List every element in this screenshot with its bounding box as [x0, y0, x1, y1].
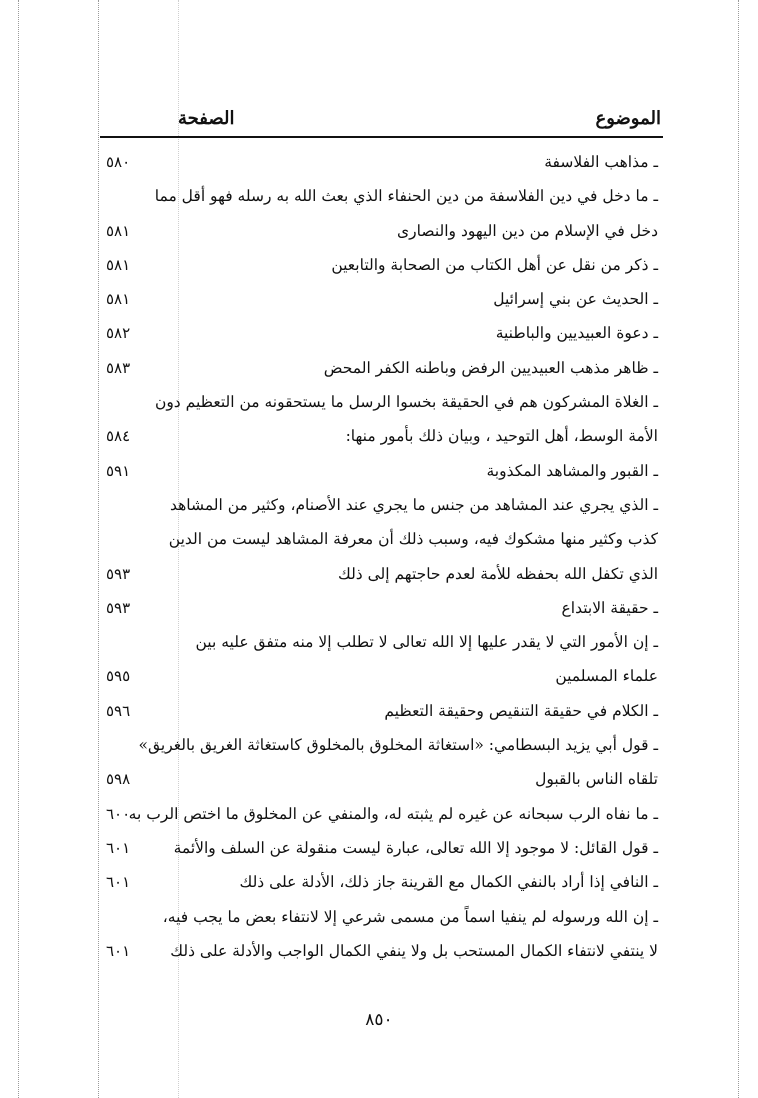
page-number-footer: ٨٥٠	[365, 1010, 393, 1030]
toc-entry	[100, 214, 660, 248]
entry-page-number: ٦٠١	[106, 838, 131, 857]
entry-page-number: ٥٨٤	[106, 427, 131, 446]
topic-column-heading: الموضوع	[595, 108, 661, 129]
entry-text: ـ قول أبي يزيد البسطامي: «استغاثة المخلوق بالمخلوق كاستغاثة الغريق بالغريق»	[138, 736, 658, 755]
entry-text: ـ الكلام في حقيقة التنقيص وحقيقة التعظيم	[384, 701, 658, 720]
entry-text: ـ الغلاة المشركون هم في الحقيقة بخسوا الرسل ما يستحقونه من التعظيم دون	[154, 393, 658, 412]
entry-text: تلقاه الناس بالقبول	[535, 770, 658, 789]
entry-text: الأمة الوسط، أهل التوحيد ، وبيان ذلك بأمور منها:	[345, 427, 658, 446]
toc-entry	[100, 282, 660, 316]
toc-entry	[100, 831, 660, 865]
toc-entry	[100, 316, 660, 350]
page-column-heading: الصفحة	[178, 108, 235, 129]
entry-page-number: ٥٨١	[106, 221, 131, 240]
entry-page-number: ٥٩٦	[106, 701, 131, 720]
scan-dotted-line-inner-left	[98, 0, 99, 1098]
toc-entry	[100, 900, 660, 934]
entry-text: كذب وكثير منها مشكوك فيه، وسبب ذلك أن معرفة المشاهد ليست من الدين	[168, 530, 658, 549]
toc-entry	[100, 694, 660, 728]
entry-text: ـ حقيقة الابتداع	[561, 598, 658, 617]
toc-entry	[100, 557, 660, 591]
entry-text: ـ دعوة العبيديين والباطنية	[495, 324, 658, 343]
toc-entry	[100, 591, 660, 625]
toc-entry	[100, 865, 660, 899]
toc-entry	[100, 934, 660, 968]
scan-dotted-line-left	[18, 0, 19, 1098]
entry-text: ـ ظاهر مذهب العبيديين الرفض وباطنه الكفر المحض	[323, 358, 658, 377]
entry-text: دخل في الإسلام من دين اليهود والنصارى	[397, 221, 658, 240]
toc-header	[100, 108, 663, 138]
scan-dotted-line-right	[738, 0, 739, 1098]
toc-entries	[100, 145, 660, 968]
toc-entry	[100, 522, 660, 556]
entry-text: ـ إن الله ورسوله لم ينفيا اسماً من مسمى شرعي إلا لانتفاء بعض ما يجب فيه،	[162, 907, 658, 926]
entry-text: ـ الذي يجري عند المشاهد من جنس ما يجري عند الأصنام، وكثير من المشاهد	[169, 495, 658, 514]
entry-page-number: ٥٨٠	[106, 153, 131, 171]
entry-text: لا ينتفي لانتفاء الكمال المستحب بل ولا ينفي الكمال الواجب والأدلة على ذلك	[170, 941, 658, 960]
toc-entry	[100, 728, 660, 762]
entry-text: ـ القبور والمشاهد المكذوبة	[486, 461, 658, 480]
entry-page-number: ٥٩٣	[106, 564, 131, 583]
entry-page-number: ٥٩١	[106, 461, 131, 480]
toc-entry	[100, 248, 660, 282]
entry-text: ـ إن الأمور التي لا يقدر عليها إلا الله تعالى لا تطلب إلا منه متفق عليه بين	[195, 633, 658, 652]
entry-text: ـ ذكر من نقل عن أهل الكتاب من الصحابة والتابعين	[331, 255, 658, 274]
entry-page-number: ٥٩٥	[106, 667, 131, 686]
toc-entry	[100, 179, 660, 213]
entry-page-number: ٥٩٣	[106, 598, 131, 617]
entry-text: ـ ما دخل في دين الفلاسفة من دين الحنفاء الذي بعث الله به رسله فهو أقل مما	[154, 187, 658, 206]
entry-page-number: ٥٨٢	[106, 324, 131, 343]
toc-entry	[100, 419, 660, 453]
toc-entry	[100, 797, 660, 831]
toc-entry	[100, 351, 660, 385]
entry-page-number: ٦٠١	[106, 941, 131, 960]
entry-text: ـ مذاهب الفلاسفة	[544, 153, 658, 171]
entry-text: الذي تكفل الله بحفظه للأمة لعدم حاجتهم إلى ذلك	[338, 564, 658, 583]
toc-entry	[100, 385, 660, 419]
toc-entry	[100, 454, 660, 488]
entry-page-number: ٥٨١	[106, 255, 131, 274]
entry-text: ـ قول القائل: لا موجود إلا الله تعالى، عبارة ليست منقولة عن السلف والأئمة	[173, 838, 658, 857]
toc-entry	[100, 625, 660, 659]
toc-entry	[100, 659, 660, 693]
entry-page-number: ٥٨١	[106, 290, 131, 309]
entry-page-number: ٦٠٠	[106, 804, 131, 823]
entry-text: علماء المسلمين	[555, 667, 658, 686]
entry-text: ـ النافي إذا أراد بالنفي الكمال مع القرينة جاز ذلك، الأدلة على ذلك	[239, 873, 658, 892]
entry-page-number: ٦٠١	[106, 873, 131, 892]
toc-entry	[100, 762, 660, 796]
entry-text: ـ ما نفاه الرب سبحانه عن غيره لم يثبته له، والمنفي عن المخلوق ما اختص الرب به	[128, 804, 658, 823]
toc-entry	[100, 145, 660, 179]
entry-page-number: ٥٨٣	[106, 358, 131, 377]
entry-page-number: ٥٩٨	[106, 770, 131, 789]
entry-text: ـ الحديث عن بني إسرائيل	[493, 290, 658, 309]
toc-entry	[100, 488, 660, 522]
